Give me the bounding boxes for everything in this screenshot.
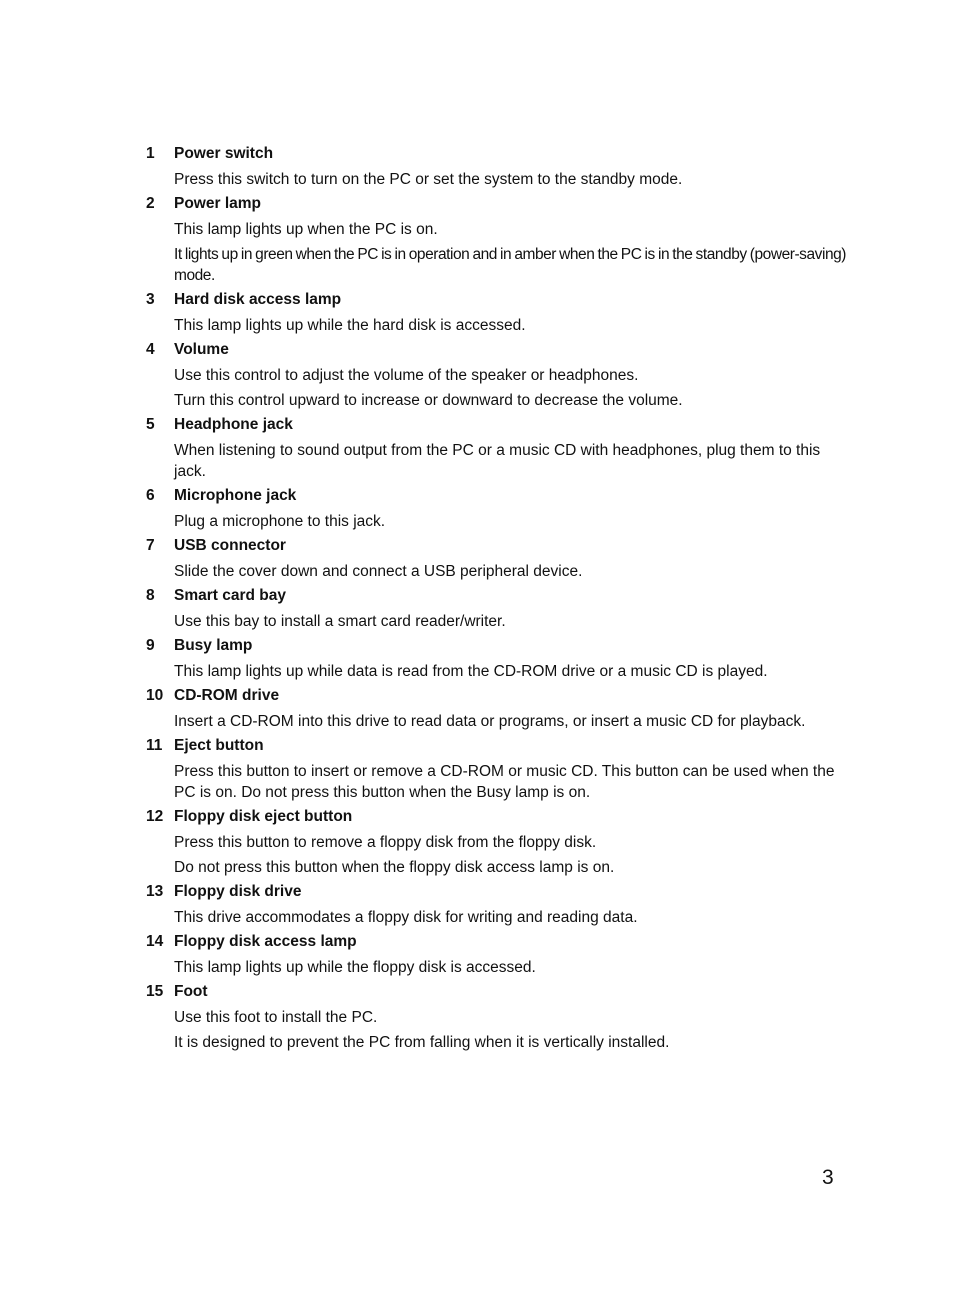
item-paragraph: This drive accommodates a floppy disk for writing and reading data. <box>174 909 638 926</box>
item-paragraph: Use this control to adjust the volume of the speaker or headphones. <box>174 367 639 384</box>
list-item <box>146 290 846 336</box>
item-paragraph: This lamp lights up while the hard disk is accessed. <box>174 317 526 334</box>
list-item <box>146 586 846 632</box>
item-title: Busy lamp <box>174 637 253 654</box>
item-number: 5 <box>146 416 155 433</box>
item-description <box>174 219 846 286</box>
item-title: Eject button <box>174 737 264 754</box>
item-paragraph: Press this switch to turn on the PC or set the system to the standby mode. <box>174 171 683 188</box>
item-title: Power lamp <box>174 195 261 212</box>
item-heading <box>146 144 846 169</box>
list-item <box>146 807 846 878</box>
list-item <box>146 194 846 286</box>
item-heading <box>146 736 846 761</box>
item-description <box>174 169 846 190</box>
item-description <box>174 711 846 732</box>
item-heading <box>146 290 846 315</box>
item-paragraph: Use this foot to install the PC. <box>174 1009 378 1026</box>
item-number: 10 <box>146 687 164 704</box>
item-heading <box>146 636 846 661</box>
item-paragraph: This lamp lights up while data is read from the CD-ROM drive or a music CD is played. <box>174 663 768 680</box>
item-number: 1 <box>146 145 155 162</box>
item-heading <box>146 882 846 907</box>
item-description <box>174 511 846 532</box>
item-title: Smart card bay <box>174 587 286 604</box>
item-description <box>174 1007 846 1053</box>
item-paragraph: Plug a microphone to this jack. <box>174 513 386 530</box>
item-title: Floppy disk drive <box>174 883 302 900</box>
item-paragraph: Press this button to remove a floppy disk from the floppy disk. <box>174 834 597 851</box>
item-paragraph: Turn this control upward to increase or downward to decrease the volume. <box>174 392 683 409</box>
item-title: Power switch <box>174 145 274 162</box>
item-number: 11 <box>146 737 163 754</box>
item-number: 6 <box>146 487 155 504</box>
list-item <box>146 882 846 928</box>
item-title: Volume <box>174 341 229 358</box>
item-paragraph: It is designed to prevent the PC from falling when it is vertically installed. <box>174 1034 670 1051</box>
item-heading <box>146 586 846 611</box>
item-heading <box>146 686 846 711</box>
item-heading <box>146 807 846 832</box>
item-paragraph: Press this button to insert or remove a CD-ROM or music CD. This button can be used when the PC is on. Do not press this button when the Busy lamp is on. <box>174 763 835 801</box>
item-paragraph: Do not press this button when the floppy disk access lamp is on. <box>174 859 615 876</box>
item-description <box>174 440 846 482</box>
item-description <box>174 761 846 803</box>
item-description <box>174 957 846 978</box>
item-number: 14 <box>146 933 164 950</box>
component-list <box>146 144 846 1057</box>
item-title: Hard disk access lamp <box>174 291 342 308</box>
item-description <box>174 661 846 682</box>
item-title: Microphone jack <box>174 487 297 504</box>
item-number: 7 <box>146 537 155 554</box>
item-description <box>174 611 846 632</box>
item-description <box>174 365 846 411</box>
page-number: 3 <box>822 1166 834 1189</box>
item-number: 4 <box>146 341 155 358</box>
item-paragraph: This lamp lights up while the floppy disk is accessed. <box>174 959 536 976</box>
item-number: 9 <box>146 637 155 654</box>
list-item <box>146 686 846 732</box>
item-heading <box>146 982 846 1007</box>
item-heading <box>146 486 846 511</box>
list-item <box>146 536 846 582</box>
item-number: 2 <box>146 195 155 212</box>
item-title: Floppy disk access lamp <box>174 933 357 950</box>
item-title: Floppy disk eject button <box>174 808 353 825</box>
item-heading <box>146 415 846 440</box>
item-description <box>174 907 846 928</box>
item-number: 3 <box>146 291 155 308</box>
item-paragraph: Slide the cover down and connect a USB peripheral device. <box>174 563 583 580</box>
item-paragraph: When listening to sound output from the PC or a music CD with headphones, plug them to this jack. <box>174 442 821 480</box>
list-item <box>146 736 846 803</box>
list-item <box>146 636 846 682</box>
item-heading <box>146 340 846 365</box>
item-paragraph: This lamp lights up when the PC is on. <box>174 221 438 238</box>
item-paragraph: It lights up in green when the PC is in operation and in amber when the PC is in the standby (power-saving) mode. <box>174 246 846 284</box>
item-number: 12 <box>146 808 164 825</box>
item-heading <box>146 932 846 957</box>
item-heading <box>146 536 846 561</box>
item-number: 8 <box>146 587 155 604</box>
list-item <box>146 932 846 978</box>
item-description <box>174 315 846 336</box>
list-item <box>146 415 846 482</box>
item-title: Headphone jack <box>174 416 293 433</box>
item-paragraph: Insert a CD-ROM into this drive to read data or programs, or insert a music CD for playback. <box>174 713 806 730</box>
item-description <box>174 832 846 878</box>
item-title: Foot <box>174 983 208 1000</box>
list-item <box>146 340 846 411</box>
item-heading <box>146 194 846 219</box>
item-number: 15 <box>146 983 164 1000</box>
list-item <box>146 144 846 190</box>
item-number: 13 <box>146 883 164 900</box>
item-title: CD-ROM drive <box>174 687 280 704</box>
item-title: USB connector <box>174 537 286 554</box>
list-item <box>146 486 846 532</box>
item-paragraph: Use this bay to install a smart card reader/writer. <box>174 613 506 630</box>
item-description <box>174 561 846 582</box>
list-item <box>146 982 846 1053</box>
